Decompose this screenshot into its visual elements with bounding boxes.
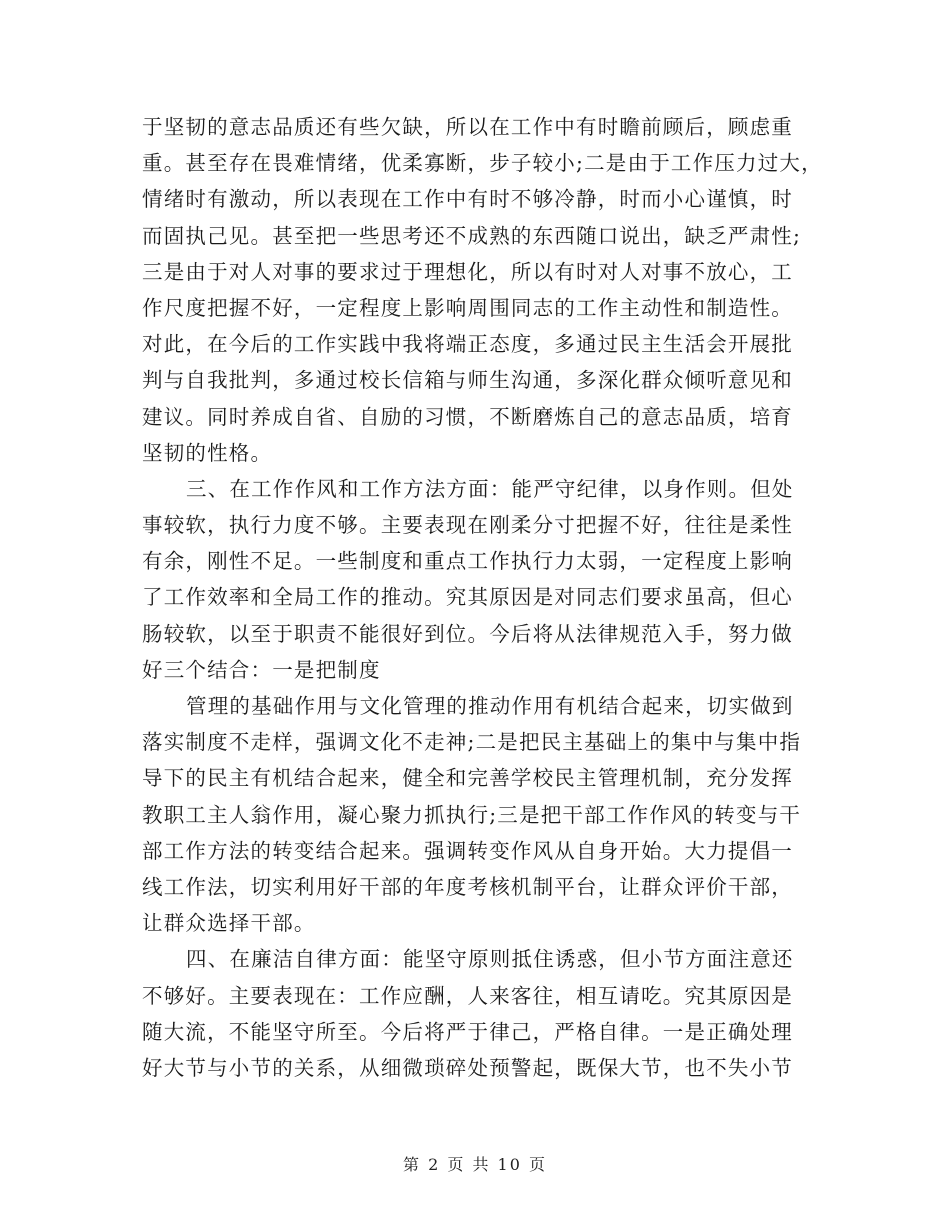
text-line: 好三个结合：一是把制度 (142, 657, 381, 682)
text-line: 了工作效率和全局工作的推动。究其原因是对同志们要求虽高，但心 (142, 585, 793, 610)
text-line: 对此，在今后的工作实践中我将端正态度，多通过民主生活会开展批 (142, 332, 793, 357)
text-line: 作尺度把握不好，一定程度上影响周围同志的工作主动性和制造性。 (142, 295, 793, 320)
text-line: 四、在廉洁自律方面：能坚守原则抵住诱惑，但小节方面注意还 (186, 947, 794, 972)
text-line: 建议。同时养成自省、自励的习惯，不断磨炼自己的意志品质，培育 (142, 404, 793, 429)
text-line: 于坚韧的意志品质还有些欠缺，所以在工作中有时瞻前顾后，顾虑重 (142, 115, 793, 139)
text-line: 部工作方法的转变结合起来。强调转变作风从自身开始。大力提倡一 (142, 838, 793, 863)
text-line: 有余，刚性不足。一些制度和重点工作执行力太弱，一定程度上影响 (142, 549, 793, 574)
text-line: 不够好。主要表现在：工作应酬，人来客往，相互请吃。究其原因是 (142, 983, 793, 1008)
text-line: 线工作法，切实利用好干部的年度考核机制平台，让群众评价干部， (142, 874, 793, 899)
text-line: 好大节与小节的关系，从细微琐碎处预警起，既保大节，也不失小节 (142, 1055, 793, 1080)
text-line: 情绪时有激动，所以表现在工作中有时不够冷静，时而小心谨慎，时 (142, 187, 793, 212)
text-line: 导下的民主有机结合起来，健全和完善学校民主管理机制，充分发挥 (142, 766, 793, 791)
page-footer: 第 2 页 共 10 页 (403, 1155, 547, 1174)
text-line: 三、在工作作风和工作方法方面：能严守纪律，以身作则。但处 (186, 476, 794, 501)
text-line: 而固执己见。甚至把一些思考还不成熟的东西随口说出，缺乏严肃性; (142, 223, 802, 248)
body-text (142, 109, 822, 1086)
text-line: 三是由于对人对事的要求过于理想化，所以有时对人对事不放心，工 (142, 259, 793, 284)
text-line: 重。甚至存在畏难情绪，优柔寡断，步子较小;二是由于工作压力过大， (142, 151, 823, 176)
text-line: 事较软，执行力度不够。主要表现在刚柔分寸把握不好，往往是柔性 (142, 513, 793, 538)
text-line: 管理的基础作用与文化管理的推动作用有机结合起来，切实做到 (186, 694, 794, 718)
text-line: 教职工主人翁作用，凝心聚力抓执行;三是把干部工作作风的转变与干 (142, 802, 802, 827)
text-line: 坚韧的性格。 (142, 440, 273, 465)
text-line: 随大流，不能坚守所至。今后将严于律己，严格自律。一是正确处理 (142, 1019, 793, 1044)
text-line: 肠较软，以至于职责不能很好到位。今后将从法律规范入手，努力做 (142, 621, 793, 646)
text-line: 让群众选择干部。 (142, 911, 316, 936)
text-line: 落实制度不走样，强调文化不走神;二是把民主基础上的集中与集中指 (142, 730, 802, 755)
text-line: 判与自我批判，多通过校长信箱与师生沟通，多深化群众倾听意见和 (142, 368, 793, 393)
